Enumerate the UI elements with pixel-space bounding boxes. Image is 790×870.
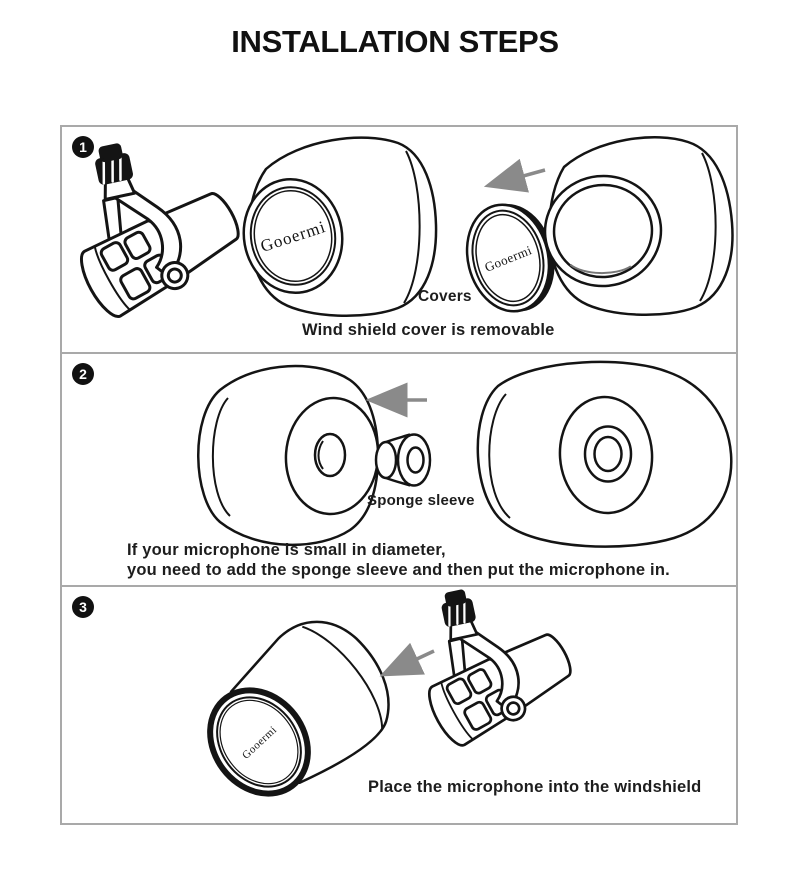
sponge-sleeve-label: Sponge sleeve bbox=[367, 492, 475, 509]
step-3-caption: Place the microphone into the windshield bbox=[368, 778, 702, 796]
windshield-sleeve-installed bbox=[478, 362, 731, 547]
covers-label: Covers bbox=[418, 288, 472, 305]
step-2-number-badge: 2 bbox=[72, 363, 94, 385]
step-2-caption bbox=[127, 540, 670, 580]
step-2-caption-line2: you need to add the sponge sleeve and then put the microphone in. bbox=[127, 561, 670, 579]
step-2-caption-line1: If your microphone is small in diameter, bbox=[127, 541, 446, 559]
windshield-open bbox=[540, 137, 733, 315]
left-arrow-icon bbox=[389, 651, 434, 672]
microphone-illustration bbox=[385, 587, 582, 754]
step-1-panel bbox=[60, 125, 738, 354]
step-1-number-badge: 1 bbox=[72, 136, 94, 158]
step-3-number-badge: 3 bbox=[72, 596, 94, 618]
left-arrow-icon bbox=[494, 170, 545, 184]
microphone-illustration bbox=[62, 127, 251, 326]
installation-steps-container bbox=[60, 125, 738, 825]
windshield-with-cover bbox=[235, 138, 436, 316]
step-1-illustration bbox=[62, 127, 736, 352]
brand-logo-text: Gooermi bbox=[240, 723, 280, 762]
page-title: INSTALLATION STEPS bbox=[231, 24, 559, 59]
windshield-small-hole bbox=[198, 366, 382, 545]
brand-logo-text: Gooermi bbox=[482, 242, 535, 275]
step-1-caption: Wind shield cover is removable bbox=[302, 321, 555, 339]
step-3-panel bbox=[60, 585, 738, 825]
sponge-sleeve bbox=[376, 435, 430, 486]
brand-logo-text: Gooermi bbox=[258, 217, 329, 256]
step-2-panel bbox=[60, 352, 738, 587]
